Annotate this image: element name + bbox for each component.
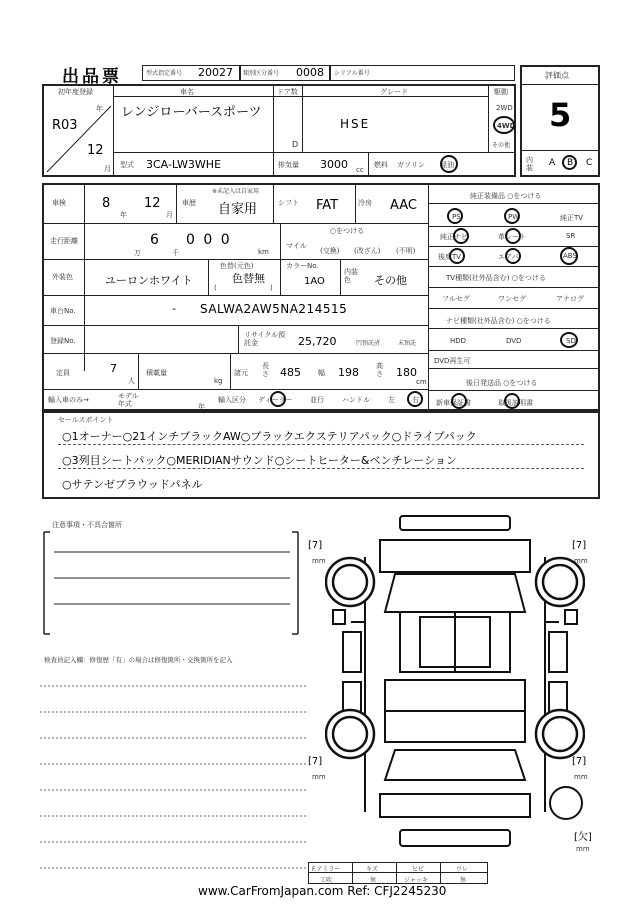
- acc-manual-circle: [504, 393, 520, 409]
- vin-dash: -: [172, 302, 176, 315]
- mileage-rest: 0 0 0: [186, 232, 232, 248]
- drive-2wd: 2WD: [496, 104, 513, 112]
- model-code: 3CA-LW3WHE: [146, 158, 222, 171]
- color-change-paren: (: [214, 284, 217, 292]
- cc-unit: cc: [356, 166, 364, 174]
- acc-manual: 取扱説明書: [498, 399, 533, 407]
- opt-tv: 純正TV: [560, 214, 584, 222]
- shift-value: FAT: [316, 198, 339, 213]
- reg-date-diagonal: [43, 104, 113, 174]
- legend-v2: ジャッキ: [404, 877, 428, 884]
- drive-other: その他: [492, 142, 511, 149]
- mileage-kind-replaced: (交換): [320, 247, 340, 255]
- tread-rr: [7]: [572, 756, 587, 767]
- car-body-diagram: [325, 512, 585, 857]
- inspection-month: 12: [144, 196, 161, 211]
- color-value: ユーロンホワイト: [105, 274, 193, 287]
- tread-fl-value: 7: [311, 540, 319, 551]
- handle-right: 右: [412, 396, 419, 404]
- rating-value: 5: [549, 96, 572, 134]
- mileage-sen-unit: 千: [172, 249, 179, 257]
- mileage-kind-unknown: (不明): [396, 247, 416, 255]
- model-year-unit: 年: [198, 403, 205, 411]
- usage-note: ※未記入は自家用: [212, 188, 260, 195]
- opt-navi: 純正ナビ: [440, 233, 468, 241]
- tread-fl-unit: mm: [312, 557, 326, 565]
- sales-points-label: セールスポイント: [58, 416, 114, 424]
- shift-label: シフト: [278, 199, 299, 207]
- width-label: 幅: [318, 369, 325, 377]
- ac-value: AAC: [390, 198, 417, 213]
- import-dealer: ディーラー: [258, 396, 293, 404]
- import-parallel: 並行: [310, 396, 324, 404]
- inspector-label: 検査員記入欄：修復歴「有」の場合は修復箇所・交換箇所を記入: [44, 656, 233, 664]
- fuel-circle: [440, 155, 458, 173]
- tread-rl-value: 7: [311, 756, 319, 767]
- length-label: 長さ: [262, 362, 269, 378]
- recycle-label: リサイクル預託金: [244, 331, 286, 347]
- navi-hdd: HDD: [450, 337, 467, 345]
- door-letter: D: [292, 140, 299, 149]
- color-change-value: 色替無: [232, 272, 265, 285]
- grade-label: グレード: [380, 88, 408, 96]
- legend-v3: 無: [460, 877, 467, 884]
- watermark-ref: www.CarFromJapan.com Ref: CFJ2245230: [198, 884, 447, 898]
- color-label: 外装色: [52, 273, 73, 281]
- opt-abs: ABS: [563, 252, 577, 260]
- reg-month: 12: [87, 143, 104, 158]
- navi-type-label: ナビ種類(社外品含む) ○をつける: [446, 317, 551, 325]
- mileage-kind-mile: マイル: [286, 242, 307, 250]
- height-cm-unit: cm: [416, 378, 427, 386]
- legend-v1: 無: [370, 877, 377, 884]
- interior-grade-label: 内装: [526, 156, 533, 172]
- factory-options-label: 純正装備品 ○をつける: [470, 192, 542, 200]
- tread-fr-unit: mm: [574, 557, 588, 565]
- mileage-km-unit: km: [258, 248, 269, 256]
- displacement-label: 排気量: [278, 161, 299, 169]
- opt-rear-tv: 後席TV: [438, 253, 462, 261]
- sales-line-1: ○1オーナー○21インチブラックAW○ブラックエクステリアパック○ドライブパック: [62, 430, 477, 443]
- drive-label: 駆動: [494, 88, 508, 96]
- caution-label: 注意事項・不具合箇所: [52, 521, 122, 529]
- legend-h3: ワレ: [456, 866, 469, 873]
- fuel-label: 燃料: [374, 161, 388, 169]
- model-label: 型式: [120, 161, 134, 169]
- inspection-year-unit: 年: [120, 211, 127, 219]
- height-label: 高さ: [376, 362, 383, 378]
- interior-grade-b: B: [567, 158, 574, 168]
- load-kg-unit: kg: [214, 377, 223, 385]
- sales-line-3: ○サテンゼブラウッドパネル: [62, 478, 203, 491]
- displacement-value: 3000: [320, 158, 348, 171]
- ac-label: 冷房: [358, 199, 372, 207]
- handle-left: 左: [388, 396, 395, 404]
- tv-analog: アナログ: [556, 295, 584, 303]
- vin-value: SALWA2AW5NA214515: [200, 302, 348, 316]
- mileage-note: ○をつける: [330, 227, 365, 235]
- import-type-label: 輸入区分: [218, 396, 246, 404]
- width-value: 198: [338, 366, 359, 379]
- usage-value: 自家用: [218, 202, 258, 217]
- tread-spare-value: 欠: [577, 832, 588, 843]
- sheet-title: 出品票: [62, 67, 122, 87]
- tread-fr-value: 7: [575, 540, 583, 551]
- interior-grade-c: C: [586, 158, 593, 168]
- color-no-label: カラーNo.: [286, 262, 319, 270]
- inspector-lines: [38, 670, 308, 890]
- interior-color-value: その他: [374, 274, 407, 287]
- legend-h0: F.アミラー: [312, 866, 341, 873]
- capacity-value: 7: [110, 362, 117, 375]
- serial-label: シリアル番号: [334, 70, 370, 77]
- mileage-10k: 6: [150, 232, 159, 248]
- opt-airbag: エアバ: [498, 253, 519, 261]
- interior-color-label: 内装色: [344, 268, 358, 284]
- legend-v0: 工吹: [320, 877, 333, 884]
- mileage-man-unit: 万: [134, 249, 141, 257]
- import-label: 輸入車のみ→: [48, 396, 89, 404]
- inspection-label: 車検: [52, 199, 66, 207]
- handle-right-circle: [407, 391, 423, 407]
- first-reg-label: 初年度登録: [58, 88, 93, 96]
- tv-type-label: TV種類(社外品含む) ○をつける: [446, 274, 546, 282]
- tread-rr-unit: mm: [574, 773, 588, 781]
- spare-tire-icon: [549, 786, 583, 820]
- fuel-gasoline: ガソリン: [397, 161, 425, 169]
- doors-label: ドア数: [277, 88, 298, 96]
- dims-label: 諸元: [234, 369, 248, 377]
- mileage-label: 走行距離: [50, 237, 78, 245]
- color-change-paren-close: ): [270, 284, 273, 292]
- accessories-label: 後日発送品 ○をつける: [466, 379, 538, 387]
- capacity-unit: 人: [128, 377, 135, 385]
- opt-leather: 革シート: [498, 233, 526, 241]
- grade-value: HSE: [340, 117, 371, 131]
- drive-4wd: 4WD: [497, 122, 516, 130]
- tread-spare: [欠]: [574, 832, 592, 843]
- capacity-label: 定員: [56, 369, 70, 377]
- fuel-light-oil: 軽油: [440, 161, 454, 169]
- inspection-year: 8: [102, 196, 111, 211]
- opt-rear-tv-circle: [449, 248, 465, 264]
- tv-fullseg: フルセグ: [442, 295, 470, 303]
- inspection-month-unit: 月: [166, 211, 173, 219]
- opt-pw: PW: [508, 213, 520, 221]
- sales-line-2: ○3列目シートパック○MERIDIANサウンド○シートヒーター&ベンチレーション: [62, 454, 457, 467]
- caution-bracket: [40, 528, 302, 638]
- tread-fl: [7]: [308, 540, 323, 551]
- tread-spare-unit: mm: [576, 845, 590, 853]
- opt-abs-circle: [560, 247, 578, 265]
- navi-sd-circle: [560, 332, 578, 348]
- reg-year-unit: 年: [96, 105, 103, 113]
- opt-ps-circle: [447, 208, 463, 224]
- height-value: 180: [396, 366, 417, 379]
- recycle-value: 25,720: [298, 335, 337, 348]
- reg-no-label: 登録No.: [50, 337, 76, 345]
- usage-label: 車歴: [182, 199, 196, 207]
- tread-rr-value: 7: [575, 756, 583, 767]
- opt-airbag-circle: [505, 248, 521, 264]
- legend-h2: ヒビ: [412, 866, 425, 873]
- reg-month-unit: 月: [104, 165, 111, 173]
- navi-dvd: DVD: [506, 337, 522, 345]
- color-change-label: 色替(元色): [220, 262, 254, 270]
- navi-sd: SD: [566, 337, 576, 345]
- tread-rl-unit: mm: [312, 773, 326, 781]
- dvd-playback-label: DVD再生可: [434, 357, 471, 365]
- acc-warranty-circle: [451, 393, 467, 409]
- interior-grade-a: A: [549, 158, 556, 168]
- interior-b-circle: [562, 155, 577, 170]
- rating-label: 評価点: [545, 71, 569, 80]
- car-name-label: 車名: [180, 88, 194, 96]
- class-no: 0008: [296, 66, 324, 79]
- recycle-unpaid: 未預託: [398, 340, 417, 347]
- vin-label: 車台No.: [50, 307, 76, 315]
- acc-warranty: 新車保証書: [436, 399, 471, 407]
- class-no-label: 類別区分番号: [243, 70, 280, 77]
- auction-no-label: 型式指定番号: [146, 70, 183, 77]
- opt-ps: PS: [452, 213, 461, 221]
- opt-pw-circle: [504, 208, 520, 224]
- handle-label: ハンドル: [342, 396, 370, 404]
- tv-oneseg: ワンセグ: [498, 295, 526, 303]
- recycle-status: 円預託済: [356, 340, 381, 347]
- auction-no: 20027: [198, 66, 233, 79]
- model-year-label: モデル年式: [118, 392, 139, 408]
- drive-4wd-circle: [493, 116, 515, 134]
- load-label: 積載量: [146, 369, 167, 377]
- opt-sr: SR: [566, 232, 576, 240]
- car-name: レンジローバースポーツ: [121, 105, 262, 120]
- length-value: 485: [280, 366, 301, 379]
- reg-year: R03: [52, 118, 78, 133]
- dealer-circle: [270, 391, 286, 407]
- opt-navi-circle: [453, 228, 469, 244]
- tread-fr: [7]: [572, 540, 587, 551]
- opt-leather-circle: [505, 228, 521, 244]
- legend-h1: キズ: [366, 866, 378, 873]
- color-no-value: 1AO: [304, 276, 325, 287]
- mileage-kind-altered: (改ざん): [354, 247, 381, 255]
- tread-rl: [7]: [308, 756, 323, 767]
